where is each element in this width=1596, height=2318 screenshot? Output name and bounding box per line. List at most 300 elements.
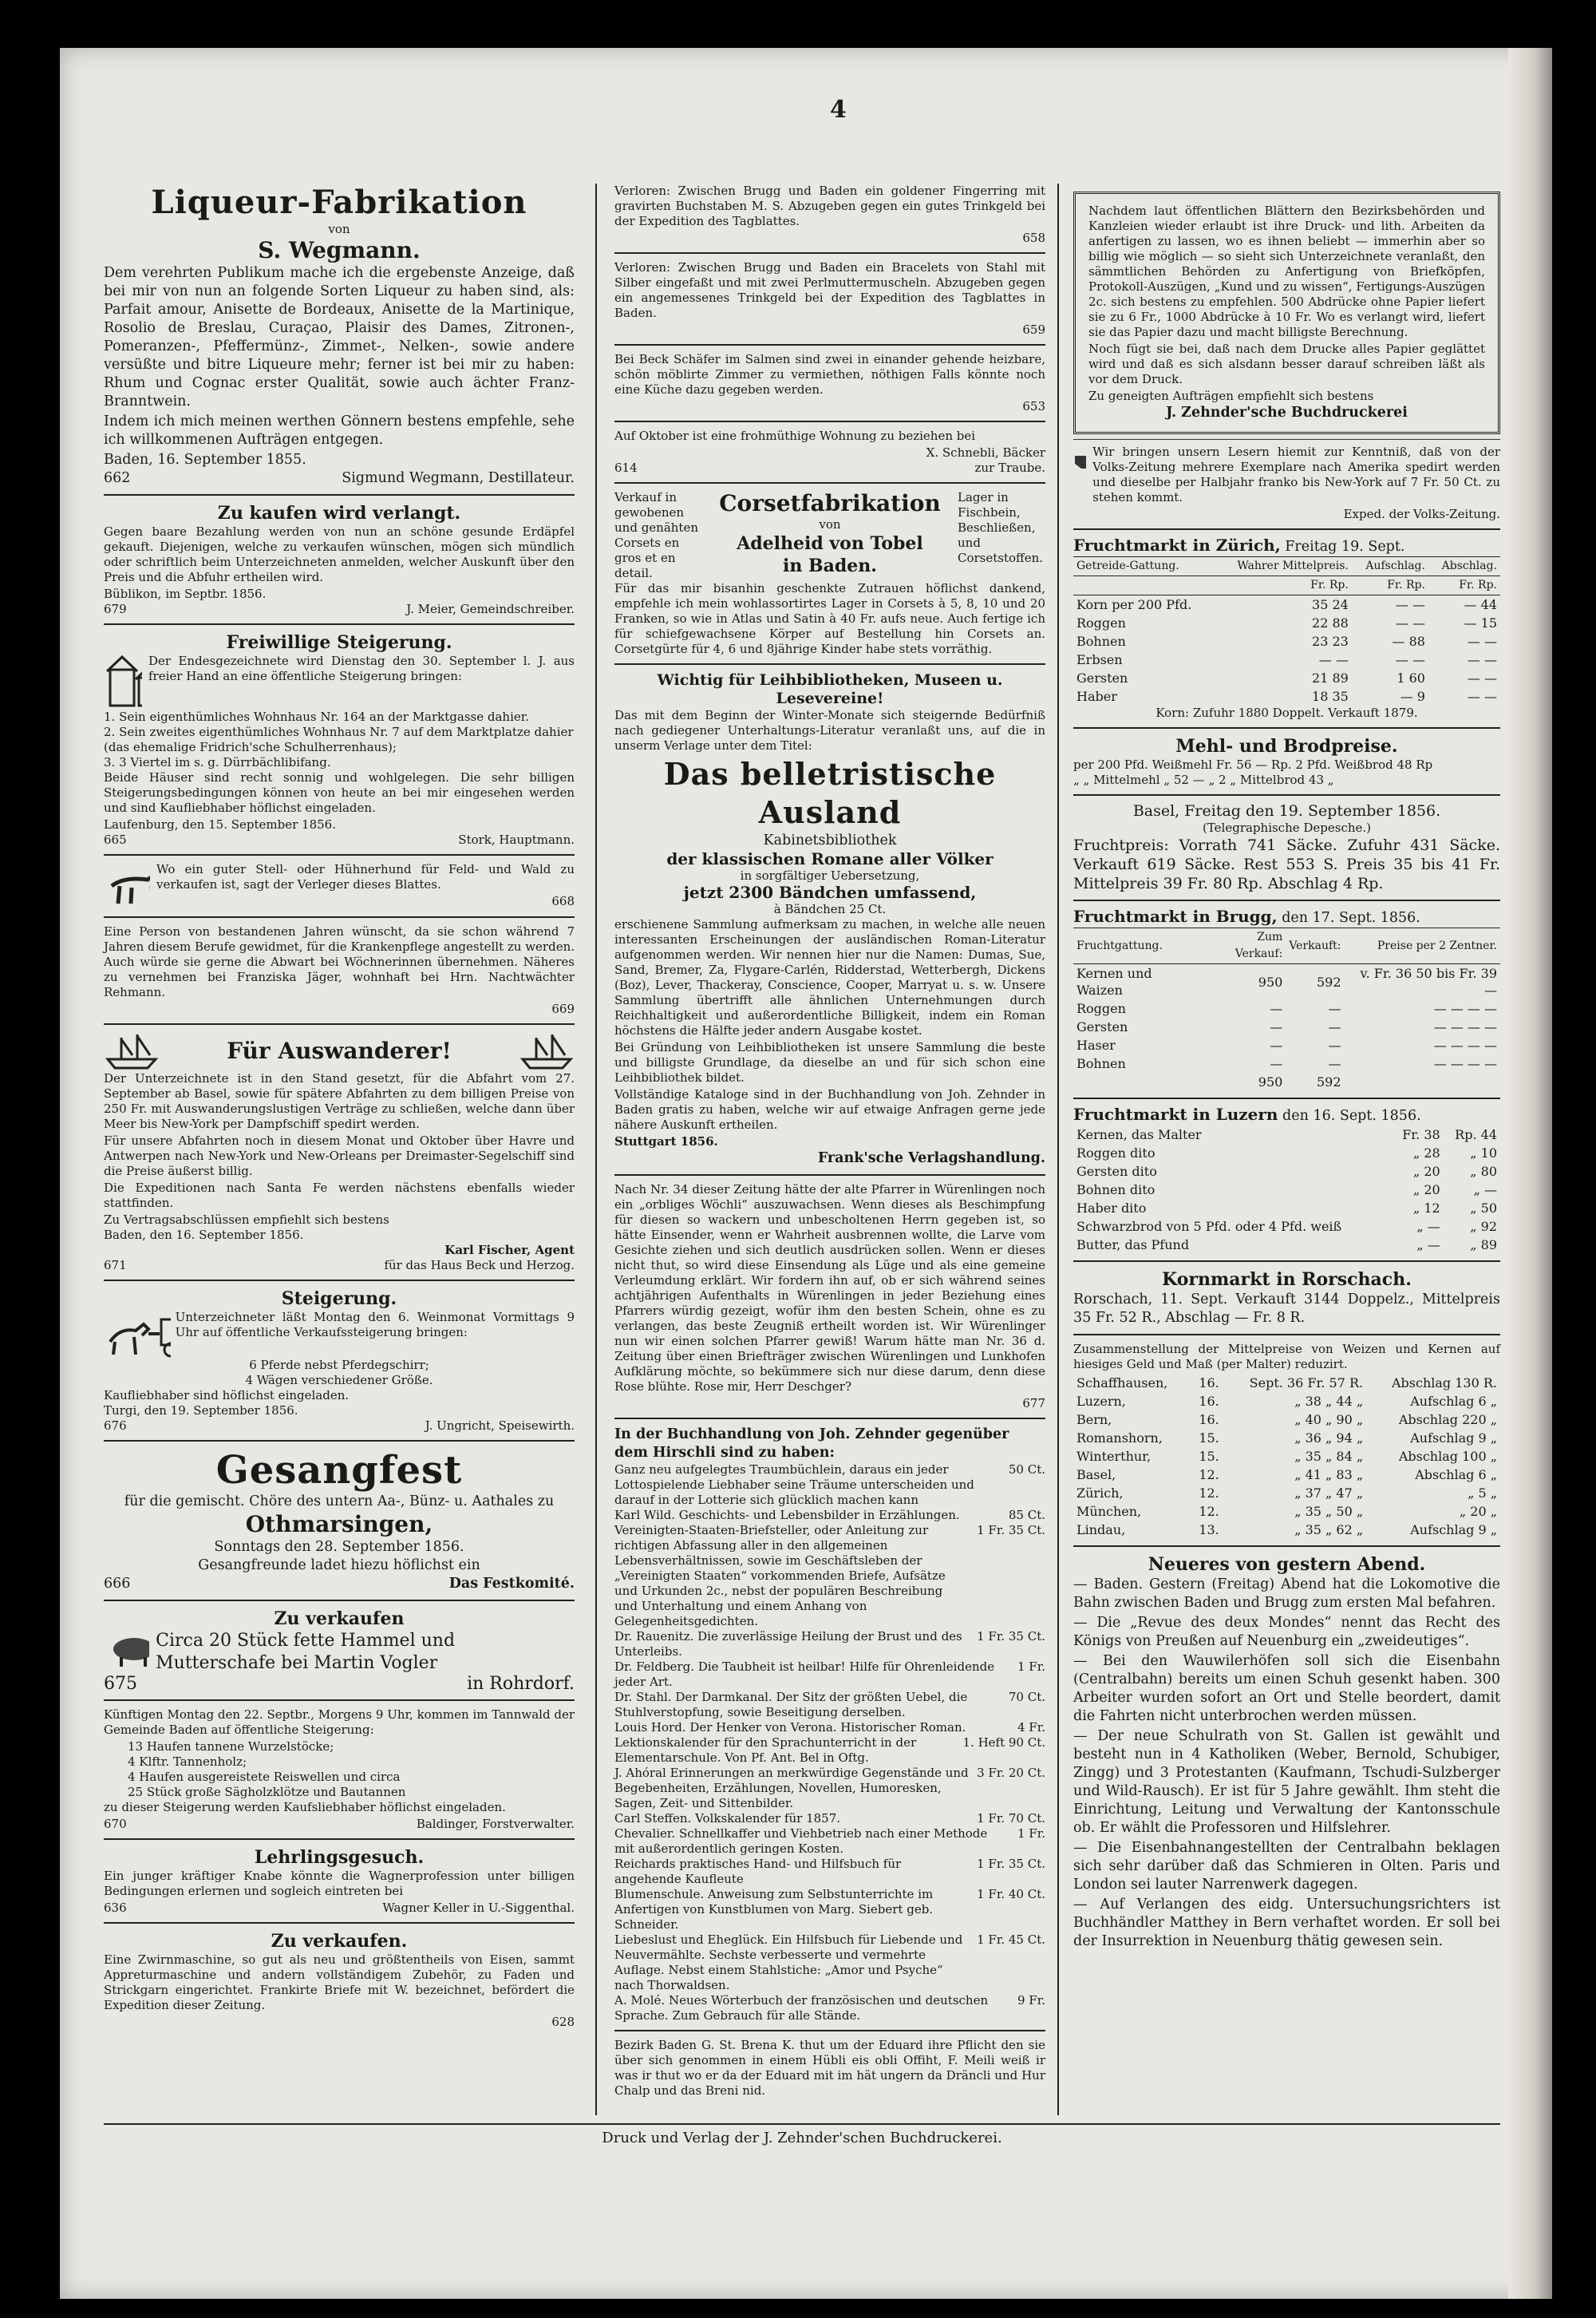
divider — [614, 482, 1045, 484]
ad-text: der klassischen Romane aller Völker — [666, 849, 994, 868]
ad-title: Steigerung. — [281, 1288, 397, 1309]
table-cell: 18 35 — [1312, 689, 1349, 704]
table-cell: Korn per 200 Pfd. — [1077, 597, 1192, 612]
table-row — [1073, 1466, 1500, 1484]
book-title: Carl Steffen. Volkskalender für 1857. — [614, 1811, 841, 1826]
table-body — [1073, 1125, 1500, 1254]
table-cell: Abschlag 220 „ — [1398, 1412, 1497, 1427]
list-item — [614, 1629, 1045, 1659]
market-date: den 17. Sept. 1856. — [1282, 910, 1420, 926]
divider — [104, 623, 575, 625]
horse-carriage-icon — [104, 1310, 171, 1358]
ad-text: Verkauf in gewobenen und genähten Corsets en gros et en detail. — [614, 490, 698, 580]
book-title: A. Molé. Neues Wörterbuch der französischen und deutschen Sprache. Zum Gebrauch für alle Stände. — [614, 1993, 989, 2023]
table-cell: — — [1270, 1019, 1283, 1034]
ad-text: Wo ein guter Stell- oder Hühnerhund für Feld- und Wald zu verkaufen ist, sagt der Verleger dieses Blattes. — [156, 862, 575, 892]
table-header: Zum Verkauf: — [1204, 928, 1286, 964]
table-subheader — [1073, 576, 1215, 595]
divider — [104, 1440, 575, 1442]
table-cell: — — — [1395, 652, 1425, 667]
table-cell — [1345, 1073, 1500, 1091]
market-text: Rorschach, 11. Sept. Verkauft 3144 Doppelz., Mittelpreis 35 Fr. 52 R., Abschlag — Fr. 8 R. — [1073, 1292, 1500, 1326]
table-cell: — — [1270, 1056, 1283, 1071]
table-cell: — 88 — [1392, 634, 1425, 649]
ad-title: Zu verkaufen — [274, 1608, 405, 1629]
market-title: Zusammenstellung der Mittelpreise von Weizen und Kernen auf hiesiges Geld und Maß (per Malter) reduzirt. — [1073, 1342, 1500, 1371]
table-body — [1073, 964, 1500, 1074]
book-title: J. Ahóral Erinnerungen an merkwürdige Gegenstände und Begebenheiten, Erzählungen, Novellen, Humoresken, Sagen, Zeit- und Sittenbilder. — [614, 1766, 969, 1810]
ad-signature: Baldinger, Forstverwalter. — [416, 1817, 575, 1831]
table-cell: Gersten dito — [1077, 1164, 1157, 1179]
divider — [614, 252, 1045, 254]
table-cell: Abschlag 130 R. — [1391, 1375, 1497, 1390]
ad-number: 665 — [104, 833, 127, 847]
table-row — [1073, 1429, 1500, 1447]
list-item — [614, 1735, 1045, 1766]
ad-number: 614 — [614, 461, 638, 475]
divider — [1073, 1545, 1500, 1547]
table-cell: „ 89 — [1470, 1237, 1497, 1252]
ad-text: für die gemischt. Chöre des untern Aa-, Bünz- u. Aathales zu — [124, 1493, 555, 1509]
list-item: 2. Sein zweites eigenthümliches Wohnhaus Nr. 7 auf dem Marktplatze dahier (das ehemalige Fridrich'sche Schulherrenhaus); — [104, 725, 574, 754]
table-cell: Aufschlag 9 „ — [1410, 1430, 1497, 1446]
table-cell: Roggen — [1077, 1001, 1126, 1016]
divider — [614, 2030, 1045, 2031]
table-cell: Luzern, — [1077, 1394, 1126, 1409]
ad-place: Stuttgart 1856. — [614, 1134, 718, 1149]
imprint: Druck und Verlag der J. Zehnder'schen Buchdruckerei. — [104, 2123, 1500, 2146]
news-item: — Die Eisenbahnangestellten der Centralbahn beklagen sich sehr darüber daß das Schmieren in Olten. Paris und London sei lauter Narrenwerk dagegen. — [1073, 1840, 1500, 1893]
table-cell: München, — [1077, 1504, 1142, 1519]
table-cell: Schaffhausen, — [1077, 1375, 1168, 1390]
ad-text: Zu geneigten Aufträgen empfiehlt sich bestens — [1088, 389, 1374, 403]
list-item — [614, 1690, 1045, 1720]
divider — [104, 1922, 575, 1924]
ad-text: Nach Nr. 34 dieser Zeitung hätte der alte Pfarrer in Würenlingen noch ein „orbliges Wöchli“ auszuwachsen. Wenn dieses als Beschimpfung für diesen so wackern und unbescholtenen Herrn gegeben ist, so hätte Einsender, wenn er Wahrheit ausbrennen wollte, die Larve vom Gesichte ziehen und sich deutlich ausdrücken sollen. Wenn er dieses nicht thut, so wird diese Einsendung als Lüge und als eine gemeine Verleumdung erklärt. Wir fordern ihn auf, ob er sich während seines achtjährigen Aufenthalts in Würenlingen in jeder Beziehung eines Pfarrers würdig gezeigt, wofür ihm den besten Schein, ohne es zu verlangen, das beste Zeugniß ertheilt worden ist. Wir Würenlinger nun wir einen solchen Pfarrer gewiß! Warum hätte man Nr. 36 d. Zeitung über einen Briefträger zwischen Würenlingen und Lunkhofen Aufklärung möchte, so bekümmere sich nur diese darum, denn diese Rose blühte. Rose mir, Herr Deschger? — [614, 1182, 1045, 1394]
table-cell: — — [1328, 1019, 1341, 1034]
table-header: Abschlag. — [1428, 557, 1500, 576]
table-row — [1073, 687, 1500, 706]
ad-text: von — [328, 222, 350, 236]
table-cell: Bohnen — [1077, 1056, 1126, 1071]
table-cell: „ 80 — [1470, 1164, 1497, 1179]
table-row — [1073, 1199, 1500, 1217]
list-item — [614, 1932, 1045, 1993]
ad-signature: J. Ungricht, Speisewirth. — [425, 1418, 575, 1433]
news-title: Neueres von gestern Abend. — [1148, 1554, 1426, 1575]
ad-text: Verloren: Zwischen Brugg und Baden ein goldener Fingerring mit gravirten Buchstaben M. S. Abzugeben gegen ein gutes Trinkgeld bei der Expedition des Tagblattes. — [614, 184, 1045, 228]
table-row — [1073, 1036, 1500, 1054]
ad-verkaufen-schafe — [104, 1608, 575, 1693]
divider — [104, 1699, 575, 1701]
list-item — [614, 1523, 1045, 1629]
ad-text: Ein junger kräftiger Knabe könnte die Wagnerprofession unter billigen Bedingungen erlernen und sogleich eintreten bei — [104, 1869, 575, 1898]
list-item: 25 Stück große Sägholzklötze und Bautannen — [128, 1785, 406, 1799]
table-cell: „ 37 „ 47 „ — [1294, 1485, 1364, 1501]
table-subheader: Fr. Rp. — [1352, 576, 1428, 595]
ad-text: Die Expeditionen nach Santa Fe werden nächstens ebenfalls wieder stattfinden. — [104, 1181, 575, 1210]
book-price: 1. Heft 90 Ct. — [962, 1735, 1045, 1750]
ad-place: in Rohrdorf. — [467, 1674, 575, 1694]
column-left — [104, 184, 575, 2030]
ad-place: in Baden. — [783, 556, 877, 576]
ship-icon — [519, 1031, 575, 1071]
table-cell: „ 20 — [1412, 1182, 1440, 1197]
ad-steigerung-laufenburg — [104, 631, 575, 848]
ad-liqueur — [104, 184, 575, 488]
news-section — [1073, 1553, 1500, 1951]
market-basel — [1073, 802, 1500, 893]
ad-title: Gesangfest — [215, 1448, 463, 1493]
table-cell: „ 5 „ — [1468, 1485, 1497, 1501]
ad-title: Für Auswanderer! — [227, 1038, 452, 1064]
ad-zu-kaufen — [104, 502, 575, 617]
market-subtitle: (Telegraphische Depesche.) — [1202, 821, 1372, 835]
table-cell: 592 — [1316, 974, 1341, 990]
book-title: Blumenschule. Anweisung zum Selbstunterrichte im Anfertigen von Kunstblumen von Marg. Siebert geb. Schneider. — [614, 1887, 934, 1932]
table-row — [1073, 595, 1500, 615]
table-body — [1073, 595, 1500, 706]
ad-text: Noch fügt sie bei, daß nach dem Drucke alles Papier geglättet wird und daß es sich alsdann besser darauf schreiben läßt als vor dem Druck. — [1088, 342, 1485, 386]
ad-signature: für das Haus Beck und Herzog. — [384, 1258, 575, 1272]
divider — [1073, 900, 1500, 901]
divider — [104, 916, 575, 918]
book-price: 3 Fr. 20 Ct. — [977, 1766, 1045, 1780]
table-cell: „ 20 — [1412, 1164, 1440, 1179]
table-cell: „ 35 „ 84 „ — [1294, 1449, 1364, 1464]
book-price: 1 Fr. 45 Ct. — [977, 1932, 1045, 1947]
table-header: Wahrer Mittelpreis. — [1215, 557, 1352, 576]
divider — [1073, 1334, 1500, 1335]
table-cell: Abschlag 100 „ — [1398, 1449, 1497, 1464]
book-title: Karl Wild. Geschichts- und Lebensbilder in Erzählungen. — [614, 1508, 960, 1522]
ad-number: 658 — [1022, 231, 1045, 245]
table-row — [1073, 964, 1500, 1000]
market-mehl — [1073, 735, 1500, 788]
ad-text: Auf Oktober ist eine frohmüthige Wohnung zu beziehen bei — [614, 429, 976, 443]
ad-text: Circa 20 Stück fette Hammel und Mutterschafe bei Martin Vogler — [156, 1631, 456, 1673]
table-row — [1073, 1144, 1500, 1162]
table-cell: v. Fr. 36 50 bis Fr. 39 — — [1360, 966, 1497, 998]
ad-tannwald — [104, 1707, 575, 1832]
table-cell: „ 41 „ 83 „ — [1294, 1467, 1364, 1482]
column-right — [1073, 184, 1500, 1952]
table-header: Fruchtgattung. — [1073, 928, 1204, 964]
market-title: Mehl- und Brodpreise. — [1175, 736, 1398, 757]
table-cell: — — [1270, 1038, 1283, 1053]
list-item — [614, 1766, 1045, 1811]
table-cell: „ — — [1416, 1219, 1440, 1234]
table-header: Preise per 2 Zentner. — [1345, 928, 1500, 964]
divider — [104, 854, 575, 856]
ad-text: Vollständige Kataloge sind in der Buchhandlung von Joh. Zehnder in Baden gratis zu haben, welche wir auf etwaige Anfragen gerne jede nähere Auskunft ertheilen. — [614, 1087, 1045, 1132]
news-list — [1073, 1576, 1500, 1951]
book-title: Louis Hord. Der Henker von Verona. Historischer Roman. — [614, 1720, 966, 1735]
table-body — [1073, 1374, 1500, 1539]
table-cell: Bohnen dito — [1077, 1182, 1156, 1197]
table-cell: Erbsen — [1077, 652, 1123, 667]
table-cell: Gersten — [1077, 1019, 1128, 1034]
table-cell: Gersten — [1077, 670, 1128, 686]
ad-signature: Stork, Hauptmann. — [458, 833, 575, 847]
ad-steigerung-turgi — [104, 1288, 575, 1434]
table-row — [1073, 669, 1500, 687]
table-cell: — — — [1395, 597, 1425, 612]
table-cell: Kernen und Waizen — [1077, 966, 1152, 998]
table-row — [1073, 1125, 1500, 1144]
ad-druckerei — [1073, 192, 1500, 434]
table-cell: 12. — [1199, 1467, 1219, 1482]
ad-text: Beide Häuser sind recht sonnig und wohlgelegen. Die sehr billigen Steigerungsbedingungen können von heute an bei mir eingesehen werden und sind Kaufliebhaber höflichst eingeladen. — [104, 770, 575, 815]
table-row — [1073, 632, 1500, 651]
list-item: 13 Haufen tannene Wurzelstöcke; — [128, 1739, 334, 1754]
table-cell: — 15 — [1464, 615, 1497, 631]
list-item — [614, 1720, 1045, 1735]
ad-zwirnmaschine — [104, 1930, 575, 2030]
table-cell: — — [1328, 1038, 1341, 1053]
table-cell: Haber — [1077, 689, 1117, 704]
table-cell — [1073, 1073, 1204, 1091]
ad-title: Zu kaufen wird verlangt. — [217, 503, 461, 524]
ad-title: Zu verkaufen. — [271, 1931, 408, 1952]
list-item: 4 Haufen ausgereistete Reiswellen und circa — [128, 1770, 401, 1784]
news-item: — Bei den Wauwilerhöfen soll sich die Eisenbahn (Centralbahn) bereits um einen Schuh gesenkt haben. 300 Arbeiter wurden sofort an Ort und Stelle beordert, damit die Fahrten nicht unterbrochen werden müssen. — [1073, 1653, 1500, 1724]
ad-signature: Wagner Keller in U.-Siggenthal. — [382, 1901, 575, 1915]
book-price: 1 Fr. — [1017, 1659, 1045, 1674]
table-cell: — — — [1467, 634, 1497, 649]
ad-leihbibliotheken — [614, 671, 1045, 1168]
ad-text: Lager in Fischbein, Beschließen, und Corsetstoffen. — [958, 490, 1043, 565]
table-cell: „ 35 „ 50 „ — [1294, 1504, 1364, 1519]
table-row — [1073, 1447, 1500, 1466]
ad-lehrling — [104, 1846, 575, 1916]
table-cell: — — — [1467, 670, 1497, 686]
ad-signature: X. Schnebli, Bäcker — [926, 445, 1045, 460]
list-item: 3. 3 Viertel im s. g. Dürrbächlibifang. — [104, 755, 331, 769]
table-cell: — 44 — [1464, 597, 1497, 612]
ad-number: 636 — [104, 1901, 127, 1915]
ad-text: Indem ich mich meinen werthen Gönnern bestens empfehle, sehe ich willkommenen Aufträgen entgegen. — [104, 413, 575, 448]
table-cell: — — — [1318, 652, 1349, 667]
ad-text: à Bändchen 25 Ct. — [773, 902, 887, 916]
ad-text: Der Endesgezeichnete wird Dienstag den 30. September l. J. aus freier Hand an eine öffentliche Steigerung bringen: — [148, 654, 575, 683]
table-cell: Schwarzbrod von 5 Pfd. oder 4 Pfd. weiß — [1077, 1219, 1342, 1234]
ad-signature: zur Traube. — [974, 461, 1045, 475]
table-cell: 950 — [1258, 974, 1283, 990]
pointing-hand-icon — [1073, 445, 1086, 473]
table-cell: „ 20 „ — [1459, 1504, 1497, 1519]
market-zuerich — [1073, 536, 1500, 721]
market-table — [1073, 556, 1500, 706]
table-cell: Lindau, — [1077, 1522, 1126, 1537]
ad-corset — [614, 490, 1045, 657]
table-cell: „ 10 — [1470, 1145, 1497, 1161]
ad-gesangfest — [104, 1448, 575, 1593]
table-row — [1073, 1521, 1500, 1539]
table-cell: 21 89 — [1312, 670, 1349, 686]
ad-title: Liqueur-Fabrikation — [151, 184, 527, 221]
ad-text: erschienene Sammlung aufmerksam zu machen, in welche alle neuen interessanten Erscheinungen der ausländischen Roman-Literatur aufgenommen werden. Wir nennen hier nur die Namen: Dumas, Sue, Sand, Bremer, Za, Flygare-Carlén, Ridderstad, Wetterbergh, Dickens (Boz), Lever, Thackeray, Conscience, Cooper, Marryat u. s. w. Unsere Sammlung übertrifft alle ähnlichen Unternehmungen durch Reichhaltigkeit und außerordentliche Billigkeit, indem ein Roman höchstens die Hälfte jeder andern Ausgabe kostet. — [614, 917, 1045, 1038]
table-cell: Aufschlag 6 „ — [1410, 1394, 1497, 1409]
table-cell: „ — — [1416, 1237, 1440, 1252]
ad-number: 670 — [104, 1817, 127, 1831]
book-price: 9 Fr. — [1017, 1993, 1045, 2007]
ad-text: Für unsere Abfahrten noch in diesem Monat und Oktober über Havre und Antwerpen nach New-York und New-Orleans per Dreimaster-Segelschiff sind die Preise äußerst billig. — [104, 1133, 575, 1178]
table-cell: — — — — — [1433, 1001, 1497, 1016]
table-cell: Aufschlag 9 „ — [1410, 1522, 1497, 1537]
ad-number: 679 — [104, 602, 127, 616]
table-cell: 1 60 — [1396, 670, 1425, 686]
market-title: Fruchtmarkt in Luzern — [1073, 1105, 1278, 1124]
table-row — [1073, 1217, 1500, 1236]
ad-text: Künftigen Montag den 22. Septbr., Morgens 9 Uhr, kommen im Tannwald der Gemeinde Baden auf öffentliche Steigerung: — [104, 1707, 575, 1737]
ad-number: 659 — [1022, 322, 1045, 337]
list-item: 6 Pferde nebst Pferdegschirr; — [249, 1358, 429, 1372]
table-cell: 16. — [1199, 1412, 1219, 1427]
book-title: Lektionskalender für den Sprachunterricht in der Elementarschule. Von Pf. Ant. Bel in Oftg. — [614, 1735, 917, 1765]
book-title: Reichards praktisches Hand- und Hilfsbuch für angehende Kaufleute — [614, 1857, 902, 1886]
table-header: Aufschlag. — [1352, 557, 1428, 576]
table-cell: 35 24 — [1312, 597, 1349, 612]
table-cell: Romanshorn, — [1077, 1430, 1163, 1446]
table-cell: 12. — [1199, 1504, 1219, 1519]
table-cell: — — — — — [1433, 1019, 1497, 1034]
table-cell: „ 35 „ 62 „ — [1294, 1522, 1364, 1537]
table-cell: 15. — [1199, 1430, 1219, 1446]
table-cell: — — — [1467, 689, 1497, 704]
ad-text: Kabinetsbibliothek — [763, 833, 897, 848]
market-brugg — [1073, 908, 1500, 1091]
divider — [614, 1174, 1045, 1176]
sheep-icon — [104, 1630, 149, 1670]
ad-number: 671 — [104, 1258, 127, 1272]
table-cell: 22 88 — [1312, 615, 1349, 631]
table-cell: „ 92 — [1470, 1219, 1497, 1234]
table-cell: — — — [1467, 652, 1497, 667]
ad-signature: Exped. der Volks-Zeitung. — [1343, 507, 1500, 521]
ad-verloren-bracelet — [614, 260, 1045, 338]
book-title: Chevalier. Schnellkaffer und Viehbetrieb nach einer Methode mit außerordentlich geringen Kosten. — [614, 1826, 988, 1856]
book-price: 4 Fr. — [1017, 1720, 1045, 1735]
ad-text: Unterzeichneter läßt Montag den 6. Weinmonat Vormittags 9 Uhr auf öffentliche Verkaufssteigerung bringen: — [175, 1310, 575, 1339]
table-cell: „ 36 „ 94 „ — [1294, 1430, 1364, 1446]
table-cell: — — — [1395, 615, 1425, 631]
ad-headline: Das belletristische Ausland — [663, 756, 997, 830]
ad-text: von — [819, 517, 841, 532]
divider — [614, 663, 1045, 665]
market-row: per 200 Pfd. Weißmehl Fr. 56 — Rp. 2 Pfd. Weißbrod 48 Rp — [1073, 758, 1433, 772]
list-item: 4 Klftr. Tannenholz; — [128, 1754, 247, 1769]
ad-place: Othmarsingen, — [245, 1511, 433, 1537]
table-cell: Zürich, — [1077, 1485, 1124, 1501]
ad-buchhandlung — [614, 1426, 1045, 2023]
book-price: 1 Fr. 35 Ct. — [977, 1523, 1045, 1537]
list-item — [614, 1659, 1045, 1690]
column-middle — [614, 184, 1045, 2100]
market-note: Korn: Zufuhr 1880 Doppelt. Verkauft 1879. — [1156, 706, 1418, 720]
list-item — [614, 1826, 1045, 1857]
table-row — [1073, 1018, 1500, 1036]
page-edge-shadow — [1508, 48, 1552, 2299]
ad-text: Eine Zwirnmaschine, so gut als neu und größtentheils von Eisen, sammt Appreturmaschine und andern vollständigem Zubehör, zu Faden und Strickgarn eingerichtet. Frankirte Briefe mit W. bezeichnet, befördert die Expedition dieser Zeitung. — [104, 1952, 575, 2012]
ad-date: Baden, 16. September 1855. — [104, 452, 306, 468]
book-title: Dr. Rauenitz. Die zuverlässige Heilung der Brust und des Unterleibs. — [614, 1629, 962, 1659]
ad-name: Adelheid von Tobel — [737, 533, 923, 554]
market-mittelpreise — [1073, 1342, 1500, 1539]
table-cell: „ 50 — [1470, 1201, 1497, 1216]
ad-number: 662 — [104, 470, 131, 486]
ad-signature: Frank'sche Verlagshandlung. — [817, 1150, 1045, 1166]
book-title: Ganz neu aufgelegtes Traumbüchlein, daraus ein jeder Lottospielende Liebhaber seine Träume unterscheiden und darauf in der Lotterie sich glücklich machen kann — [614, 1462, 974, 1507]
book-price: 1 Fr. 40 Ct. — [977, 1887, 1045, 1901]
ad-number: 668 — [551, 894, 575, 908]
market-rorschach — [1073, 1268, 1500, 1327]
divider — [1073, 727, 1500, 729]
list-item — [614, 1857, 1045, 1887]
book-price: 1 Fr. 35 Ct. — [977, 1857, 1045, 1871]
book-title: Liebeslust und Eheglück. Ein Hilfsbuch für Liebende und Neuvermählte. Sechste verbesserte und vermehrte Auflage. Nebst einem Stahlstiche: „Amor und Psyche“ nach Thorwaldsen. — [614, 1932, 963, 1992]
divider — [1073, 1260, 1500, 1262]
list-item — [614, 1887, 1045, 1932]
ad-title: In der Buchhandlung von Joh. Zehnder gegenüber dem Hirschli sind zu haben: — [614, 1426, 1009, 1461]
news-item: — Die „Revue des deux Mondes“ nennt das Recht des Königs von Preußen auf Neuenburg ein „zweideutiges“. — [1073, 1615, 1500, 1649]
table-row — [1073, 651, 1500, 669]
table-row — [1073, 1162, 1500, 1181]
table-cell: — — [1328, 1001, 1341, 1016]
ad-text: Das mit dem Beginn der Winter-Monate sich steigernde Bedürfniß nach gediegener Unterhaltungs-Literatur veranlaßt uns, auf die in unserm Verlage unter dem Titel: — [614, 708, 1045, 753]
table-row — [1073, 1181, 1500, 1199]
ad-text: Wir bringen unsern Lesern hiemit zur Kenntniß, daß von der Volks-Zeitung mehrere Exemplare nach Amerika spedirt werden und dieselbe per Halbjahr franko bis New-York auf 7 Fr. 50 Ct. zu stehen kommt. — [1092, 445, 1500, 504]
ad-date: Baden, den 16. September 1856. — [104, 1228, 304, 1242]
ad-text: Gegen baare Bezahlung werden von nun an schöne gesunde Erdäpfel gekauft. Diejenigen, welche zu verkaufen wünschen, mögen sich mündlich oder schriftlich beim Unterzeichneten anmelden, welcher Auskunft über den Preis und die Abfuhr ertheilen wird. — [104, 524, 575, 584]
market-date: den 16. Sept. 1856. — [1282, 1108, 1421, 1124]
table-cell: Basel, — [1077, 1467, 1116, 1482]
ad-number: 677 — [1022, 1396, 1045, 1410]
ad-wohnung — [614, 429, 1045, 476]
column-divider — [1057, 184, 1059, 2115]
ad-text: Bei Beck Schäfer im Salmen sind zwei in einander gehende heizbare, schön möblirte Zimmer zu vermiethen, nöthigen Falls könnte noch eine Küche dazu gegeben werden. — [614, 352, 1045, 397]
ad-text: Nachdem laut öffentlichen Blättern den Bezirksbehörden und Kanzleien wieder erlaubt ist ihre Druck- und lith. Arbeiten da anfertigen zu lassen, wo es ihnen beliebt — immerhin aber so billig wie möglich — so sieht sich Unterzeichnete veranlaßt, den sämmtlichen Behörden zu Anfertigung von Briefköpfen, Protokoll-Auszügen, „Kund und zu wissen“, Fertigungs-Auszügen 2c. sich bestens zu empfehlen. 500 Abdrücke ohne Papier liefert sie zu 6 Fr., 1000 Abdrücke à 10 Fr. Wo es verlangt wird, liefert sie das Papier dazu und macht billigste Berechnung. — [1088, 204, 1485, 339]
table-cell: — — [1270, 1001, 1283, 1016]
table-cell: Kernen, das Malter — [1077, 1127, 1202, 1142]
book-title: Vereinigten-Staaten-Briefsteller, oder Anleitung zur richtigen Abfassung aller in den allgemeinen Lebensverhältnissen, sowie im Geschäftsleben der „Vereinigten Staaten“ vorkommenden Briefe, Aufsätze und Urkunden 2c., nebst der populären Beschreibung und Unterhaltung und einem Anhang von Gelegenheitsgedichten. — [614, 1523, 946, 1628]
divider — [1073, 528, 1500, 530]
ad-number: 676 — [104, 1418, 127, 1433]
table-cell: — — — — — [1433, 1038, 1497, 1053]
ad-volkszeitung — [1073, 445, 1500, 522]
market-title: Basel, Freitag den 19. September 1856. — [1132, 802, 1441, 820]
market-title: Kornmarkt in Rorschach. — [1162, 1269, 1412, 1290]
page-number: 4 — [830, 96, 847, 124]
divider — [1073, 439, 1500, 440]
ad-name: S. Wegmann. — [258, 237, 421, 263]
ad-text: Dem verehrten Publikum mache ich die ergebenste Anzeige, daß bei mir von nun an folgende Sorten Liqueur zu haben sind, als: Parfait amour, Anisette de Bordeaux, Anisette de la Martinique, Rosolio de Breslau, Curaçao, Plaisir des Dames, Zitronen-, Pomeranzen-, Pfeffermünz-, Zimmet-, Nelken-, sowie andere versüßte und bitre Liqueure mehr; ferner ist bei mir zu haben: Rhum und Cognac erster Qualität, sowie auch ächter Franz-Branntwein. — [104, 265, 575, 409]
table-cell: Rp. 44 — [1455, 1127, 1497, 1142]
table-cell: Roggen dito — [1077, 1145, 1156, 1161]
ad-text: Zu Vertragsabschlüssen empfiehlt sich bestens — [104, 1212, 389, 1227]
table-total: 950 — [1258, 1074, 1283, 1090]
table-cell: 12. — [1199, 1485, 1219, 1501]
divider — [1073, 794, 1500, 796]
table-header: Verkauft: — [1286, 928, 1344, 964]
ad-signature: Sigmund Wegmann, Destillateur. — [342, 470, 575, 486]
ad-signature: Das Festkomité. — [448, 1576, 575, 1592]
table-row — [1073, 1392, 1500, 1410]
table-cell: Bohnen — [1077, 634, 1126, 649]
market-luzern — [1073, 1106, 1500, 1254]
divider — [104, 1600, 575, 1601]
ad-date: Laufenburg, den 15. September 1856. — [104, 817, 336, 832]
